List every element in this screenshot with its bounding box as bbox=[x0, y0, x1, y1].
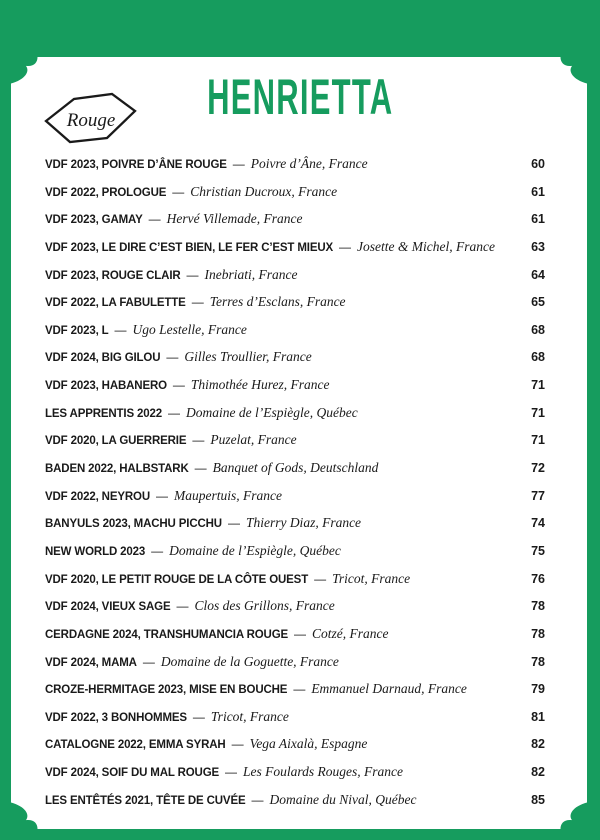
wine-price: 75 bbox=[531, 543, 545, 558]
wine-price: 82 bbox=[531, 765, 545, 780]
wine-price: 68 bbox=[531, 322, 545, 337]
wine-price: 82 bbox=[531, 737, 545, 752]
dash-separator: — bbox=[172, 184, 185, 199]
wine-name: VDF 2023, HABANERO bbox=[45, 380, 167, 393]
dash-separator: — bbox=[293, 682, 306, 697]
wine-producer: Domaine du Nival, Québec bbox=[269, 791, 417, 807]
wine-list-item bbox=[45, 432, 545, 448]
wine-price: 61 bbox=[531, 212, 545, 227]
wine-producer: Thierry Diaz, France bbox=[245, 515, 362, 531]
wine-name: CATALOGNE 2022, EMMA SYRAH bbox=[45, 739, 226, 752]
wine-name: CROZE-HERMITAGE 2023, MISE EN BOUCHE bbox=[45, 684, 288, 697]
wine-price: 64 bbox=[531, 267, 545, 282]
wine-list-item bbox=[45, 571, 545, 587]
wine-producer: Terres d’Esclans, France bbox=[209, 294, 346, 310]
wine-list-item bbox=[45, 156, 545, 172]
wine-name: VDF 2020, LE PETIT ROUGE DE LA CÔTE OUEST bbox=[45, 573, 309, 586]
dash-separator: — bbox=[191, 295, 204, 310]
wine-list-item bbox=[45, 294, 545, 310]
wine-producer: Domaine de l’Espiègle, Québec bbox=[169, 542, 341, 558]
wine-price: 72 bbox=[531, 461, 545, 476]
wine-producer: Maupertuis, France bbox=[173, 487, 282, 503]
badge-label: Rouge bbox=[66, 110, 116, 131]
wine-name: VDF 2024, BIG GILOU bbox=[45, 352, 161, 365]
wine-list-item bbox=[45, 598, 545, 614]
wine-price: 78 bbox=[531, 599, 545, 614]
wine-list-item bbox=[45, 681, 545, 697]
wine-price: 78 bbox=[531, 654, 545, 669]
wine-name: VDF 2020, LA GUERRERIE bbox=[45, 435, 187, 448]
dash-separator: — bbox=[251, 792, 264, 807]
wine-list-item bbox=[45, 211, 545, 227]
dash-separator: — bbox=[166, 350, 179, 365]
wine-name: VDF 2022, 3 BONHOMMES bbox=[45, 711, 187, 724]
dash-separator: — bbox=[294, 626, 307, 641]
wine-price: 71 bbox=[531, 433, 545, 448]
wine-price: 65 bbox=[531, 295, 545, 310]
wine-price: 74 bbox=[531, 516, 545, 531]
wine-producer: Banquet of Gods, Deutschland bbox=[212, 460, 379, 476]
wine-producer: Ugo Lestelle, France bbox=[132, 321, 247, 337]
wine-list-item bbox=[45, 709, 545, 725]
wine-list-item bbox=[45, 349, 545, 365]
wine-price: 68 bbox=[531, 350, 545, 365]
wine-list bbox=[45, 156, 545, 808]
wine-price: 77 bbox=[531, 488, 545, 503]
dash-separator: — bbox=[314, 571, 327, 586]
dash-separator: — bbox=[232, 157, 245, 171]
wine-price: 61 bbox=[531, 184, 545, 199]
wine-producer: Josette & Michel, France bbox=[357, 238, 495, 254]
dash-separator: — bbox=[231, 737, 244, 752]
wine-list-item bbox=[45, 736, 545, 752]
wine-list-item bbox=[45, 792, 545, 808]
wine-producer: Emmanuel Darnaud, France bbox=[311, 681, 467, 697]
wine-producer: Poivre d’Âne, France bbox=[250, 156, 368, 171]
wine-producer: Hervé Villemade, France bbox=[166, 211, 303, 227]
dash-separator: — bbox=[151, 543, 164, 558]
wine-price: 71 bbox=[531, 378, 545, 393]
wine-producer: Tricot, France bbox=[210, 708, 289, 724]
wine-producer: Christian Ducroux, France bbox=[190, 183, 338, 199]
wine-list-item bbox=[45, 515, 545, 531]
wine-producer: Les Foulards Rouges, France bbox=[243, 764, 404, 780]
wine-producer: Vega Aixalà, Espagne bbox=[249, 736, 368, 752]
wine-list-item bbox=[45, 267, 545, 283]
wine-name: VDF 2022, PROLOGUE bbox=[45, 186, 167, 199]
dash-separator: — bbox=[176, 599, 189, 614]
wine-producer: Puzelat, France bbox=[210, 432, 297, 448]
wine-name: VDF 2024, SOIF DU MAL ROUGE bbox=[45, 767, 220, 780]
page-title-text: HENRIETTA bbox=[206, 69, 394, 125]
dash-separator: — bbox=[194, 461, 207, 476]
wine-price: 63 bbox=[531, 239, 545, 254]
dash-separator: — bbox=[225, 765, 238, 780]
wine-name: LES ENTÊTÉS 2021, TÊTE DE CUVÉE bbox=[45, 794, 246, 807]
wine-producer: Cotzé, France bbox=[312, 625, 389, 641]
wine-name: VDF 2023, L bbox=[45, 324, 109, 337]
corner-ornament-bottom-right bbox=[560, 802, 587, 829]
wine-list-item bbox=[45, 626, 545, 642]
wine-producer: Domaine de l’Espiègle, Québec bbox=[186, 404, 358, 420]
wine-list-item bbox=[45, 460, 545, 476]
wine-list-item bbox=[45, 405, 545, 421]
wine-price: 81 bbox=[531, 709, 545, 724]
wine-list-item bbox=[45, 654, 545, 670]
wine-producer: Gilles Troullier, France bbox=[184, 349, 312, 365]
wine-price: 85 bbox=[531, 792, 545, 807]
wine-producer: Inebriati, France bbox=[204, 266, 298, 282]
wine-list-item bbox=[45, 184, 545, 200]
wine-price: 71 bbox=[531, 405, 545, 420]
dash-separator: — bbox=[168, 405, 181, 420]
wine-list-item bbox=[45, 764, 545, 780]
wine-name: VDF 2022, LA FABULETTE bbox=[45, 297, 186, 310]
wine-name: VDF 2023, GAMAY bbox=[45, 214, 143, 227]
wine-name: VDF 2022, NEYROU bbox=[45, 490, 150, 503]
wine-name: LES APPRENTIS 2022 bbox=[45, 407, 163, 420]
wine-name: VDF 2023, LE DIRE C’EST BIEN, LE FER C’EST MIEUX bbox=[45, 241, 334, 254]
dash-separator: — bbox=[339, 239, 352, 254]
dash-separator: — bbox=[114, 322, 127, 337]
dash-separator: — bbox=[172, 378, 185, 393]
wine-producer: Clos des Grillons, France bbox=[194, 598, 335, 614]
dash-separator: — bbox=[142, 654, 155, 669]
wine-list-item bbox=[45, 377, 545, 393]
wine-name: CERDAGNE 2024, TRANSHUMANCIA ROUGE bbox=[45, 628, 289, 641]
wine-producer: Domaine de la Goguette, France bbox=[160, 653, 339, 669]
wine-list-item bbox=[45, 239, 545, 255]
dash-separator: — bbox=[192, 709, 205, 724]
wine-name: BADEN 2022, HALBSTARK bbox=[45, 463, 189, 476]
wine-name: VDF 2023, POIVRE D’ÂNE ROUGE bbox=[45, 159, 227, 171]
corner-ornament-bottom-left bbox=[11, 802, 38, 829]
dash-separator: — bbox=[227, 516, 240, 531]
wine-list-item bbox=[45, 543, 545, 559]
dash-separator: — bbox=[148, 212, 161, 227]
wine-price: 76 bbox=[531, 571, 545, 586]
wine-price: 79 bbox=[531, 682, 545, 697]
wine-price: 60 bbox=[531, 157, 545, 171]
wine-name: VDF 2024, MAMA bbox=[45, 656, 137, 669]
wine-producer: Tricot, France bbox=[332, 570, 411, 586]
category-badge-rouge bbox=[44, 92, 138, 144]
dash-separator: — bbox=[192, 433, 205, 448]
wine-name: VDF 2023, ROUGE CLAIR bbox=[45, 269, 181, 282]
wine-name: BANYULS 2023, MACHU PICCHU bbox=[45, 518, 222, 531]
dash-separator: — bbox=[186, 267, 199, 282]
wine-producer: Thimothée Hurez, France bbox=[190, 377, 330, 393]
wine-name: NEW WORLD 2023 bbox=[45, 545, 146, 558]
wine-price: 78 bbox=[531, 626, 545, 641]
wine-name: VDF 2024, VIEUX SAGE bbox=[45, 601, 171, 614]
wine-list-item bbox=[45, 488, 545, 504]
dash-separator: — bbox=[155, 488, 168, 503]
wine-list-item bbox=[45, 322, 545, 338]
